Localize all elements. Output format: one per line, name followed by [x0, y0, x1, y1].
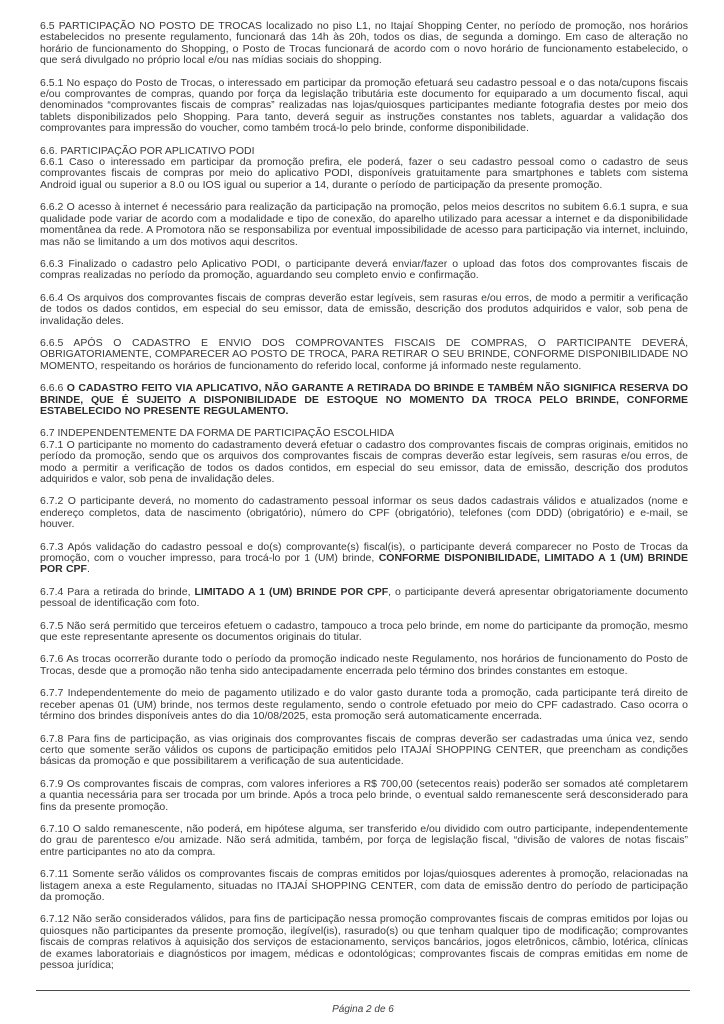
- text-run: 6.7.3 Após validação do cadastro pessoal e do(s) comprovante(s) fiscal(is), o participante deverá comparecer no Posto de Trocas da promoção, com o voucher impresso, para trocá-lo por 1 (UM) brinde,: [40, 540, 688, 565]
- paragraph: [40, 779, 688, 813]
- paragraph: [40, 824, 688, 858]
- paragraph: [40, 542, 688, 576]
- text-run: 6.7.2 O participante deverá, no momento do cadastramento pessoal informar os seus dados cadastrais válidos e atualizados (nome e endereço completos, data de nascimento (obrigatório), número do CPF (obrigatório), telefones (com DDD) (obrigatório) e e-mail, se houver.: [40, 495, 688, 531]
- text-run: , o participante deverá apresentar obrigatoriamente documento pessoal de identificação com foto.: [40, 585, 688, 610]
- paragraph: [40, 914, 688, 971]
- paragraph: [40, 78, 688, 135]
- page-footer: [36, 990, 690, 1017]
- paragraph: [40, 259, 688, 282]
- paragraph: [40, 21, 688, 67]
- text-run: 6.7.6 As trocas ocorrerão durante todo o período da promoção indicado neste Regulamento, nos horários de funcionamento do Posto de Trocas, desde que a promoção não tenha sido antecipadamente encerrada pelo término dos brindes constantes em estoque.: [40, 653, 688, 677]
- text-run: 6.6.3 Finalizado o cadastro pelo Aplicativo PODI, o participante deverá enviar/fazer o upload das fotos dos comprovantes fiscais de compras realizadas no período da promoção, aguardando seu completo envio e confirmação.: [40, 257, 688, 282]
- bold-text-run: CONFORME DISPONIBILIDADE, LIMITADO A 1 (UM) BRINDE POR CPF: [40, 552, 689, 576]
- paragraph: [40, 688, 688, 722]
- text-run: 6.7.9 Os comprovantes fiscais de compras, com valores inferiores a R$ 700,00 (setecentos reais) poderão ser somados até completarem a quantia necessária para ser trocada por um brinde. Após a troca pelo brinde, o eventual saldo remanescente será desconsiderado para fins da presente promoção.: [40, 777, 688, 813]
- text-run: 6.7.7 Independentemente do meio de pagamento utilizado e do valor gasto durante toda a promoção, cada participante terá direito de receber apenas 01 (UM) brinde, nos termos deste regulamento, sendo o controle efetuado por meio do CPF cadastrado. Caso ocorra o término dos brindes disponíveis antes do dia 10/08/2025, esta promoção será automaticamente encerrada.: [40, 687, 688, 723]
- paragraph: [40, 587, 688, 610]
- text-run: 6.7.4 Para a retirada do brinde,: [40, 585, 195, 598]
- bold-text-run: O CADASTRO FEITO VIA APLICATIVO, NÃO GARANTE A RETIRADA DO BRINDE E TAMBÉM NÃO SIGNIFICA RESERVA DO BRINDE, QUE É SUJEITO A DISPONIBILIDADE DE ESTOQUE NO MOMENTO DA TROCA PELO BRINDE, CONFORME ESTABELECIDO NO PRESENTE REGULAMENTO.: [40, 382, 688, 417]
- text-run: 6.7.12 Não serão considerados válidos, para fins de participação nessa promoção comprovantes fiscais de compras emitidos por lojas ou quiosques não participantes da presente promoção, ilegível(is), rasurado(s) ou que tenham qualquer tipo de modificação; comprovantes fiscais de compras relativos à aquisição dos serviços de estacionamento, serviços bancários, jogos eletrônicos, câmbio, lotérica, clínicas de exames laboratoriais e diagnósticos por imagem, médicas e odontológicas; comprovantes fiscais de compras emitidas em nome de pessoa jurídica;: [40, 913, 688, 971]
- text-run: 6.7.5 Não será permitido que terceiros efetuem o cadastro, tampouco a troca pelo brinde, em nome do participante da promoção, mesmo que este representante apresente os documentos originais do titular.: [40, 619, 688, 644]
- text-run: 6.7.1 O participante no momento do cadastramento deverá efetuar o cadastro dos comprovantes fiscais de compras originais, emitidos no período da promoção, sendo que os arquivos dos comprovantes fiscais de compras deverão estar legíveis, sem rasuras e/ou erros, de modo a permitir a verificação de todos os dados contidos, em especial do seu emissor, data de emissão, descrição dos produtos adquiridos e valor, sob pena de invalidação deles.: [40, 438, 688, 485]
- text-run: 6.5 PARTICIPAÇÃO NO POSTO DE TROCAS localizado no piso L1, no Itajaí Shopping Center, no período de promoção, nos horários estabelecidos no presente regulamento, funcionará das 14h às 20h, todos os dias, de segunda a domingo. Em caso de alteração no horário de funcionamento do Shopping, o Posto de Trocas funcionará de acordo com o novo horário de funcionamento estabelecido, o que será divulgado no próprio local e/ou nas mídias sociais do shopping.: [40, 20, 688, 67]
- text-run: 6.7.8 Para fins de participação, as vias originais dos comprovantes fiscais de compras deverão ser cadastradas uma única vez, sendo certo que somente serão válidos os cupons de participação emitidos pelo ITAJAÍ SHOPPING CENTER, que preencham as condições básicas da promoção e que possibilitarem a verificação de sua autenticidade.: [40, 732, 688, 768]
- paragraph: [40, 157, 688, 191]
- text-run: 6.5.1 No espaço do Posto de Trocas, o interessado em participar da promoção efetuará seu cadastro pessoal e o das nota/cupons fiscais e/ou comprovantes de compras, quando por força da legislação tributária este documento for equiparado a um documento fiscal, aqui denominados “comprovantes fiscais de compras” realizadas nas lojas/quiosques participantes mediante fotografia destes por meio dos tablets disponibilizados pelo Shopping. Para tanto, deverá seguir as instruções constantes nos tablets, aguardar a validação dos comprovantes para impressão do voucher, como também trocá-lo pelo brinde, conforme disponibilidade.: [40, 76, 688, 135]
- paragraph: [40, 293, 688, 327]
- section-heading: 6.6. PARTICIPAÇÃO POR APLICATIVO PODI: [40, 144, 255, 157]
- paragraph: [40, 869, 688, 903]
- section-heading: 6.7 INDEPENDENTEMENTE DA FORMA DE PARTICIPAÇÃO ESCOLHIDA: [40, 427, 395, 440]
- document-body: [40, 21, 688, 982]
- paragraph: [40, 338, 688, 372]
- paragraph: [40, 734, 688, 768]
- text-run: .: [86, 563, 90, 576]
- text-run: 6.6.2 O acesso à internet é necessário para realização da participação na promoção, pelos meios descritos no subitem 6.6.1 supra, e sua qualidade pode variar de acordo com a modalidade e tipo de conexão, do aparelho utilizado para acessar a internet e da disponibilidade momentânea da rede. A Promotora não se responsabiliza por eventual impossibilidade de acesso para participação via internet, incluindo, mas não se limitando a um dos motivos aqui descritos.: [40, 201, 688, 248]
- paragraph: [40, 496, 688, 530]
- paragraph: [40, 202, 688, 248]
- paragraph: [40, 440, 688, 486]
- paragraph: [40, 383, 688, 417]
- paragraph: [40, 621, 688, 644]
- text-run: 6.6.5 APÓS O CADASTRO E ENVIO DOS COMPROVANTES FISCAIS DE COMPRAS, O PARTICIPANTE DEVERÁ, OBRIGATORIAMENTE, COMPARECER AO POSTO DE TROCA, PARA RETIRAR O SEU BRINDE, CONFORME DISPONIBILIDADE NO MOMENTO, respeitando os horários de funcionamento do referido local, conforme já informado neste regulamento.: [40, 336, 688, 372]
- text-run: 6.6.1 Caso o interessado em participar da promoção prefira, ele poderá, fazer o seu cadastro pessoal como o cadastro de seus comprovantes fiscais de compras por meio do aplicativo PODI, disponíveis gratuitamente para smartphones e tablets com sistema Android igual ou superior a 8.0 ou IOS igual ou superior a 14, durante o período de participação da presente promoção.: [40, 156, 688, 191]
- bold-text-run: LIMITADO A 1 (UM) BRINDE POR CPF: [194, 585, 389, 598]
- text-run: 6.7.10 O saldo remanescente, não poderá, em hipótese alguma, ser transferido e/ou dividido com outro participante, independentemente do grau de parentesco e/ou amizade. Não será admitida, também, por força de legislação fiscal, “divisão de valores de notas fiscais” entre participantes no ato da compra.: [40, 822, 688, 858]
- text-run: 6.6.4 Os arquivos dos comprovantes fiscais de compras deverão estar legíveis, sem rasuras e/ou erros, de modo a permitir a verificação de todos os dados contidos, em especial do seu emissor, data de emissão, descrição dos produtos adquiridos e valor, sob pena de invalidação deles.: [40, 291, 688, 327]
- page-number-label: Página 2 de 6: [332, 1004, 394, 1015]
- paragraph: [40, 654, 688, 677]
- text-run: 6.7.11 Somente serão válidos os comprovantes fiscais de compras emitidos por lojas/quiosques aderentes à promoção, relacionadas na listagem anexa a este Regulamento, situadas no ITAJAÍ SHOPPING CENTER, com data de emissão dentro do período de participação da promoção.: [40, 868, 688, 903]
- text-run: 6.6.6: [40, 382, 67, 395]
